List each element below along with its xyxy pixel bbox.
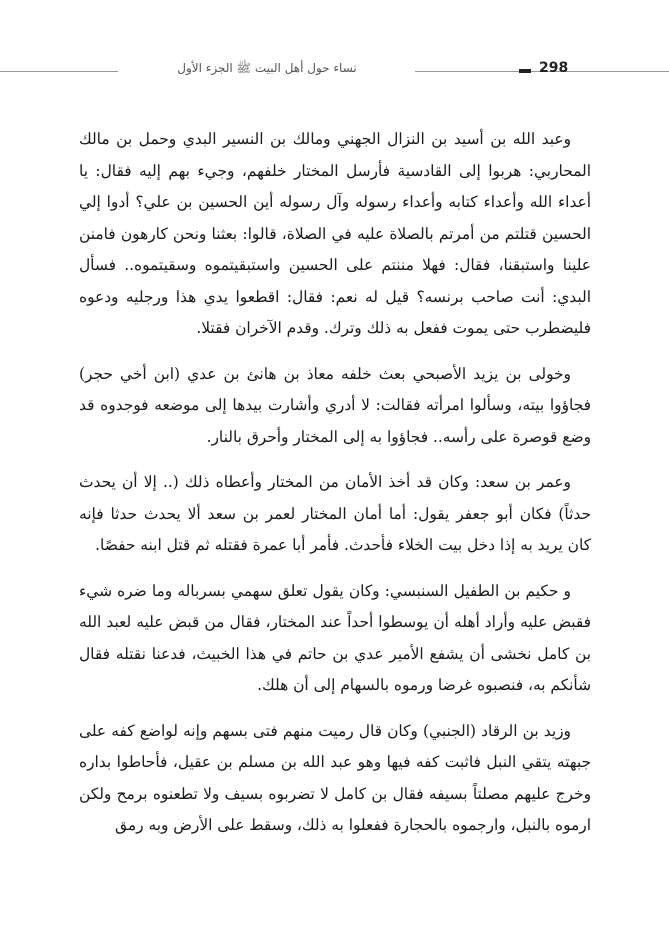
paragraph: وزيد بن الرقاد (الجنبي) وكان قال رميت منهم فتى بسهم وإنه لواضع كفه على جبهته يتقي النبل فاثبت كفه فيها وهو عبد الله بن مسلم بن عقيل، فأحاطوا بداره وخرج عليهم مصلتاً بسيفه فقال بن كامل لا تضربوه بسيف ولا تطعنوه برمح ولكن ارموه بالنبل، وارجموه بالحجارة ففعلوا به ذلك، وسقط على الأرض وبه رمق bbox=[79, 721, 591, 834]
paragraph: وعبد الله بن أسيد بن النزال الجهني ومالك بن النسير البدي وحمل بن مالك المحاربي: هربوا إلى القادسية فأرسل المختار خلفهم، وجيء بهم إليه فقال: يا أعداء الله وأعداء كتابه وأعداء رسوله وآل رسوله أين الحسين بن علي؟ أدوا إلي الحسين قتلتم من أمرتم بالصلاة عليه في الصلاة، قالوا: بعثنا ونحن كارهون فامنن علينا واستبقنا، فقال: فهلا مننتم على الحسين واستبقيتموه وسقيتموه.. فسأل البدي: أنت صاحب برنسه؟ قيل له نعم: فقال: اقطعوا يدي هذا ورجليه ودعوه فليضطرب حتى يموت ففعل به ذلك وترك. وقدم الآخران فقتلا. bbox=[79, 130, 591, 337]
paragraph: وعمر بن سعد: وكان قد أخذ الأمان من المختار وأعطاه ذلك (.. إلا أن يحدث حدثاً) فكان أبو جعفر يقول: أما أمان المختار لعمر بن سعد ألا يحدث حدثا فإنه كان يريد به إذا دخل بيت الخلاء فأحدث. فأمر أبا عمرة فقتله ثم قتل ابنه حفصًا. bbox=[79, 473, 591, 554]
page-number: 298 bbox=[539, 60, 569, 76]
paragraph: وخولى بن يزيد الأصبحي بعث خلفه معاذ بن هانئ بن عدي (ابن أخي حجر) فجاؤوا بيته، وسألوا امرأته فقالت: لا أدري وأشارت بيدها إلى موضعه فوجدوه قد وضع قوصرة على رأسه.. فجاؤوا به إلى المختار وأحرق بالنار. bbox=[79, 364, 591, 446]
header-rule-left bbox=[0, 71, 118, 72]
body-text bbox=[79, 124, 591, 856]
paragraph: و حكيم بن الطفيل السنبسي: وكان يقول تعلق سهمي بسرباله وما ضره شيء فقبض عليه وأراد أهله أن يوسطوا أحداً عند المختار، فقال من قبض عليه لعبد الله بن كامل نخشى أن يشفع الأمير عدي بن حاتم في هذا الخبيث، فدعنا نقتله فقال شأنكم به، فنصبوه غرضا ورموه بالسهام إلى أن هلك. bbox=[79, 581, 591, 694]
page-header bbox=[0, 52, 669, 88]
running-title: نساء حول أهل البيت ﷺ الجزء الأول bbox=[177, 61, 357, 75]
header-dash bbox=[519, 69, 531, 73]
